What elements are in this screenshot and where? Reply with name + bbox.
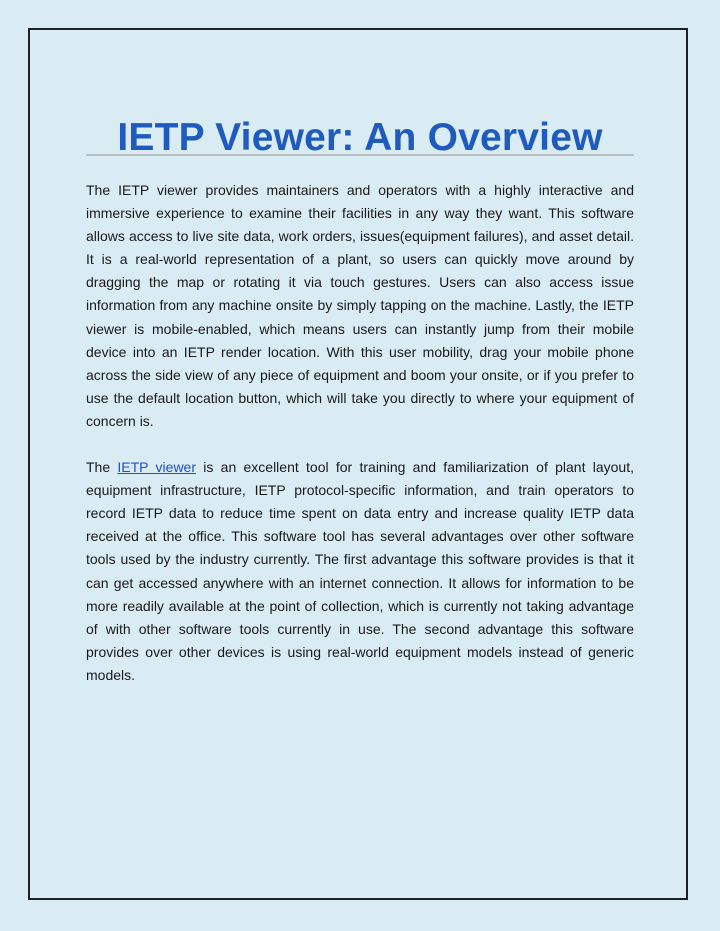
- paragraph-1: The IETP viewer provides maintainers and operators with a highly interactive and immersive experience to examine their facilities in any way they want. This software allows access to live site data, work orders, issues(equipment failures), and asset detail. It is a real-world representation of a plant, so users can quickly move around by dragging the map or rotating it via touch gestures. Users can also access issue information from any machine onsite by simply tapping on the machine. Lastly, the IETP viewer is mobile-enabled, which means users can instantly jump from their mobile device into an IETP render location. With this user mobility, drag your mobile phone across the side view of any piece of equipment and boom your onsite, or if you prefer to use the default location button, which will take you directly to where your equipment of concern is.: [86, 182, 634, 429]
- ietp-viewer-link[interactable]: IETP viewer: [117, 459, 196, 476]
- paragraph-2: [86, 456, 634, 687]
- title-divider: [86, 154, 634, 156]
- paragraph-2-prefix: The: [86, 459, 118, 476]
- page-title: IETP Viewer: An Overview: [117, 116, 603, 160]
- paragraph-2-text: is an excellent tool for training and familiarization of plant layout, equipment infrastructure, IETP protocol-specific information, and train operators to record IETP data to reduce time spent on data entry and increase quality IETP data received at the office. This software tool has several advantages over other software tools used by the industry currently. The first advantage this software provides is that it can get accessed anywhere with an internet connection. It allows for information to be more readily available at the point of collection, which is currently not taking advantage of with other software tools currently in use. The second advantage this software provides over other devices is using real-world equipment models instead of generic models.: [86, 459, 634, 683]
- document-body: [86, 179, 634, 710]
